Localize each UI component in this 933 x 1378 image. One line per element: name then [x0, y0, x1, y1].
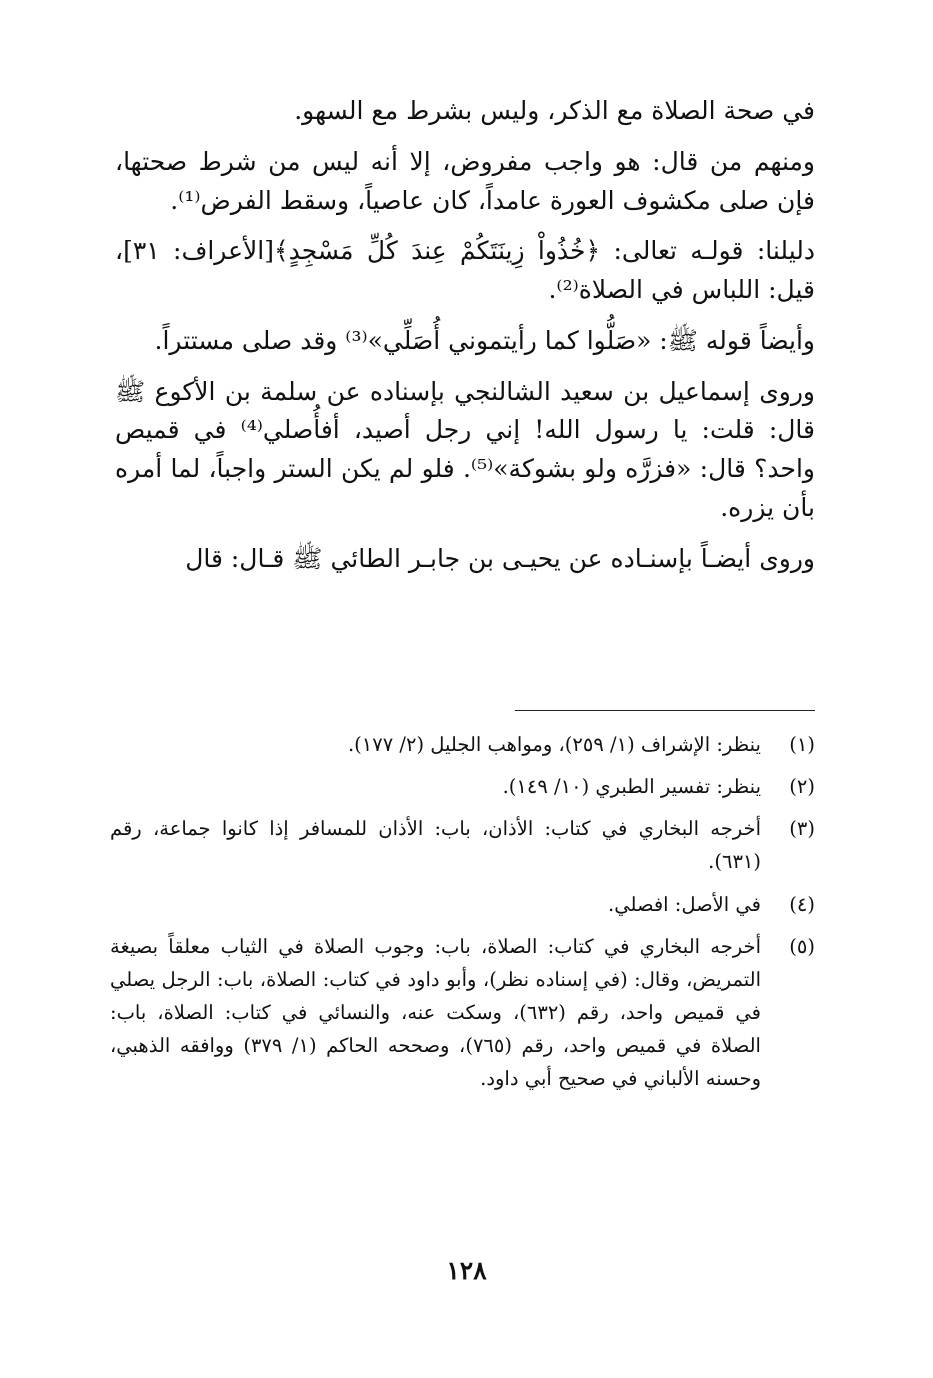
- paragraph: دليلنا: قولـه تعالى: ﴿خُذُواْ زِينَتَكُمْ عِندَ كُلِّ مَسْجِدٍ﴾[الأعراف: ٣١]، قيل: اللباس في الصلاة⁽²⁾.: [115, 236, 815, 304]
- paragraph: في صحة الصلاة مع الذكر، وليس بشرط مع السهو.: [294, 96, 815, 125]
- footnote: [110, 930, 815, 1096]
- paragraph: وروى أيضـاً بإسنـاده عن يحيـى بن جابـر الطائي ﷺ قـال: قال: [185, 543, 815, 573]
- footnote-text: أخرجه البخاري في كتاب: الصلاة، باب: وجوب الصلاة في الثياب معلقاً بصيغة التمريض، وقال: (في إسناده نظر)، وأبو داود في كتاب: الصلاة، باب: الرجل يصلي في قميص واحد، رقم (٦٣٢)، وسكت عنه، والنسائي في كتاب: الصلاة، باب: الصلاة في قميص واحد، رقم (٧٦٥)، وصححه الحاكم (١/ ٣٧٩) ووافقه الذهبي، وحسنه الألباني في صحيح أبي داود.: [110, 934, 761, 1091]
- footnote-number: (٥): [789, 934, 815, 958]
- footnotes-section: [110, 728, 815, 1104]
- footnote-divider: [515, 710, 815, 711]
- paragraph: وروى إسماعيل بن سعيد الشالنجي بإسناده عن سلمة بن الأكوع ﷺ قال: قلت: يا رسول الله! إني رجل أصيد، أفأُصلي⁽⁴⁾ في قميص واحد؟ قال: «فزرَّه ولو بشوكة»⁽⁵⁾. فلو لم يكن الستر واجباً، لما أمره بأن يزره.: [115, 376, 815, 522]
- footnote-number: (١): [789, 733, 815, 756]
- footnote-text: ينظر: الإشراف (١/ ٢٥٩)، ومواهب الجليل (٢/ ١٧٧).: [347, 733, 761, 756]
- footnote-text: أخرجه البخاري في كتاب: الأذان، باب: الأذان للمسافر إذا كانوا جماعة، رقم (٦٣١).: [110, 817, 761, 874]
- page-number: ١٢٨: [446, 1256, 487, 1285]
- footnote-number: (٤): [789, 892, 815, 916]
- footnote: [110, 812, 815, 878]
- main-text: [115, 92, 815, 590]
- footnote: [110, 728, 815, 761]
- footnote: [110, 770, 815, 803]
- footnote-text: في الأصل: افصلي.: [608, 892, 761, 916]
- paragraph: وأيضاً قوله ﷺ: «صَلُّوا كما رأيتموني أُصَلِّي»⁽³⁾ وقد صلى مستتراً.: [154, 325, 815, 355]
- footnote-text: ينظر: تفسير الطبري (١٠/ ١٤٩).: [502, 775, 761, 799]
- footnote-number: (٣): [789, 817, 815, 841]
- footnote-number: (٢): [789, 775, 815, 799]
- footnote: [110, 888, 815, 921]
- paragraph: ومنهم من قال: هو واجب مفروض، إلا أنه ليس من شرط صحتها، فإن صلى مكشوف العورة عامداً، كان عاصياً، وسقط الفرض⁽¹⁾.: [115, 146, 815, 215]
